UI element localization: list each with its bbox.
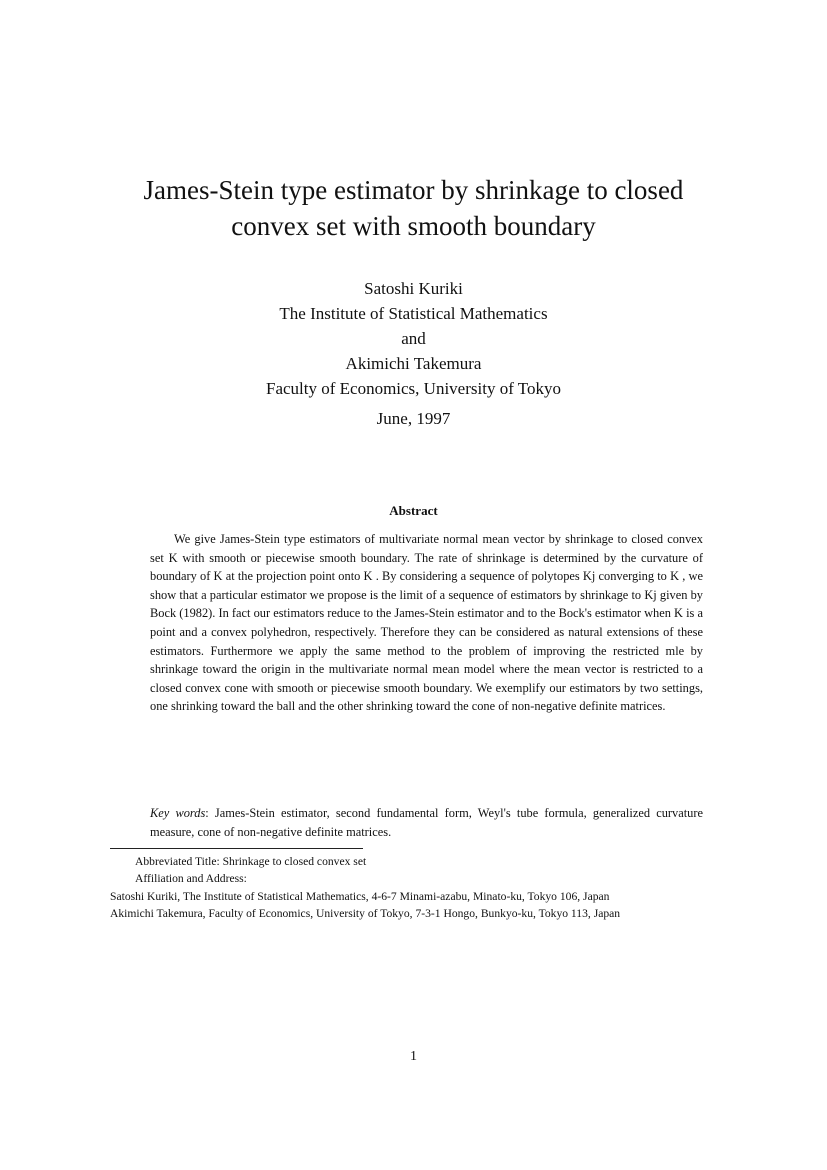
- footnote-divider: [110, 848, 363, 849]
- abstract-body: We give James-Stein type estimators of multivariate normal mean vector by shrinkage to closed convex set K with smooth or piecewise smooth boundary. The rate of shrinkage is determined by the curvature of boundary of K at the projection point onto K . By considering a sequence of polytopes Kj converging to K , we show that a particular estimator we propose is the limit of a sequence of estimators by shrinkage to Kj given by Bock (1982). In fact our estimators reduce to the James-Stein estimator and to the Bock's estimator when K is a point and a convex polyhedron, respectively. Therefore they can be considered as natural extensions of these estimators. Furthermore we apply the same method to the problem of improving the restricted mle by shrinkage toward the origin in the multivariate normal mean model where the mean vector is restricted to a closed convex cone with smooth or piecewise smooth boundary. We exemplify our estimators by two settings, one shrinking toward the ball and the other shrinking toward the cone of non-negative definite matrices.: [150, 532, 703, 714]
- title-line-2: convex set with smooth boundary: [231, 211, 596, 241]
- author-2-name: Akimichi Takemura: [345, 354, 482, 373]
- keywords-text: : James-Stein estimator, second fundamental form, Weyl's tube formula, generalized curvature measure, cone of non-negative definite matrices.: [150, 806, 703, 839]
- author-1-name: Satoshi Kuriki: [364, 279, 463, 298]
- author-1-affiliation: The Institute of Statistical Mathematics: [279, 304, 548, 323]
- title-line-1: James-Stein type estimator by shrinkage to closed: [143, 175, 684, 205]
- footnote-address-1: Satoshi Kuriki, The Institute of Statistical Mathematics, 4-6-7 Minami-azabu, Minato-ku, Tokyo 106, Japan: [110, 889, 610, 903]
- footnote-address-2: Akimichi Takemura, Faculty of Economics, University of Tokyo, 7-3-1 Hongo, Bunkyo-ku, Tokyo 113, Japan: [110, 907, 621, 921]
- paper-date: June, 1997: [376, 409, 451, 428]
- footnote-abbreviated-title: Abbreviated Title: Shrinkage to closed convex set: [135, 855, 367, 868]
- page-number: 1: [410, 1049, 417, 1064]
- keywords-label: Key words: [150, 806, 206, 820]
- author-block: [100, 276, 727, 401]
- author-conjunction: and: [401, 329, 426, 348]
- footnote-affiliation-heading: Affiliation and Address:: [135, 872, 247, 886]
- paper-title: [60, 172, 767, 244]
- author-2-affiliation: Faculty of Economics, University of Tokyo: [265, 379, 561, 398]
- abstract-heading: Abstract: [389, 503, 438, 518]
- footnotes: [110, 853, 742, 923]
- keywords: [150, 804, 703, 841]
